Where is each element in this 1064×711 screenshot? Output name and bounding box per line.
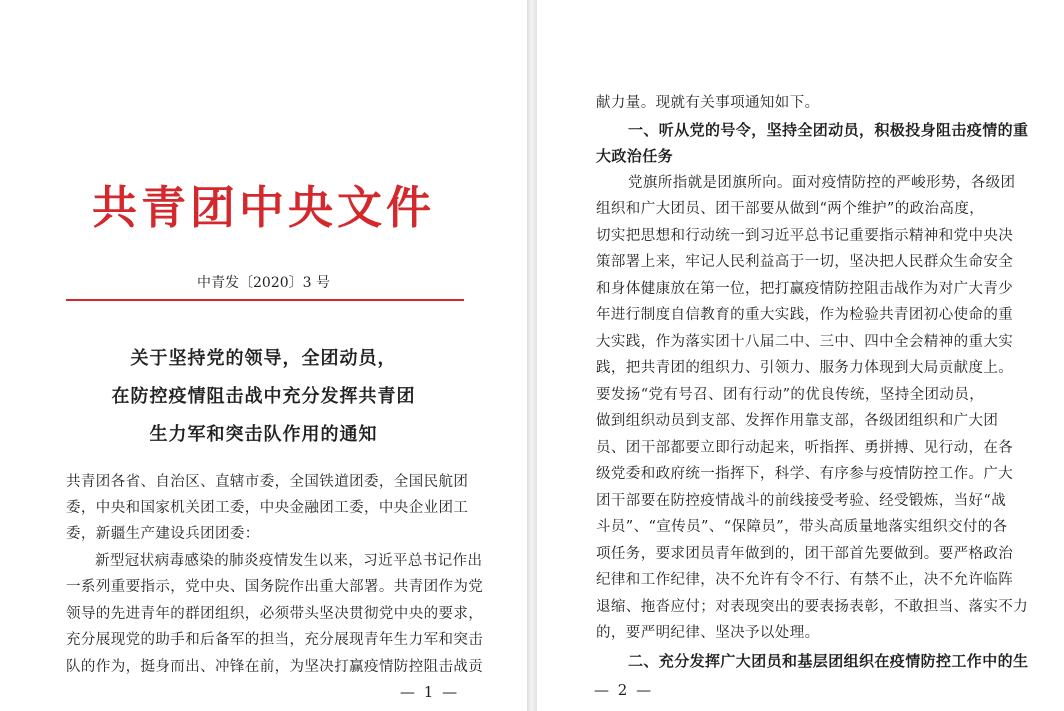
page-number: — 2 — (594, 681, 654, 699)
body-line: 队的作为，挺身而出、冲锋在前，为坚决打赢疫情防控阻击战贡 (66, 659, 484, 675)
body-line: 级党委和政府统一指挥下，科学、有序参与疫情防控工作。广大 (596, 466, 1014, 482)
body-line: 一系列重要指示，党中央、国务院作出重大部署。共青团作为党 (66, 579, 484, 595)
document-number: 中青发〔2020〕3 号 (197, 275, 330, 291)
red-divider-line (66, 299, 464, 301)
body-line: 的，要严明纪律、坚决予以处理。 (596, 625, 820, 641)
body-line: 策部署上来，牢记人民利益高于一切，坚决把人民群众生命安全 (596, 254, 1014, 270)
masthead-title: 共青团中央文件 (91, 181, 435, 234)
body-line: 员、团干部都要立即行动起来，听指挥、勇拼搏、见行动，在各 (596, 440, 1014, 456)
body-line: 和身体健康放在第一位，把打赢疫情防控阻击战作为对广大青少 (596, 281, 1014, 297)
body-line: 献力量。现就有关事项通知如下。 (596, 95, 820, 111)
notice-title-line: 在防控疫情阻击战中充分发挥共青团 (111, 386, 416, 407)
body-line: 委，中央和国家机关团工委，中央金融团工委，中央企业团工 (66, 500, 469, 516)
body-line: 组织和广大团员、团干部要从做到“两个维护”的政治高度， (596, 201, 985, 217)
body-line: 党旗所指就是团旗所向。面对疫情防控的严峻形势，各级团 (628, 175, 1016, 191)
page-number: — 1 — (400, 683, 460, 701)
notice-title-line: 生力军和突击队作用的通知 (149, 424, 378, 445)
body-line: 切实把思想和行动统一到习近平总书记重要指示精神和党中央决 (596, 228, 1014, 244)
body-line: 共青团各省、自治区、直辖市委，全国铁道团委，全国民航团 (66, 474, 469, 490)
body-line: 斗员”、“宣传员”、“保障员”，带头高质量地落实组织交付的各 (596, 519, 1008, 535)
body-line: 大实践，作为落实团十八届二中、三中、四中全会精神的重大实 (596, 334, 1014, 350)
body-line: 践，把共青团的组织力、引领力、服务力体现到大局贡献度上。 (596, 360, 1014, 376)
body-line: 充分展现党的助手和后备军的担当，充分展现青年生力军和突击 (66, 632, 484, 648)
body-line: 团干部要在防控疫情战斗的前线接受考验、经受锻炼，当好“战 (596, 493, 1007, 509)
body-line: 委，新疆生产建设兵团团委： (66, 526, 260, 542)
body-line: 项任务，要求团员青年做到的，团干部首先要做到。要严格政治 (596, 546, 1014, 562)
right-page (537, 0, 1064, 711)
notice-title-line: 关于坚持党的领导，全团动员， (130, 348, 397, 369)
section-heading: 一、听从党的号令，坚持全团动员，积极投身阻击疫情的重 (628, 121, 1029, 139)
section-heading: 大政治任务 (596, 147, 674, 165)
left-page (0, 0, 527, 711)
body-line: 要发扬“党有号召、团有行动”的优良传统，坚持全团动员， (596, 387, 985, 403)
page-gutter (527, 0, 537, 711)
body-line: 年进行制度自信教育的重大实践，作为检验共青团初心使命的重 (596, 307, 1014, 323)
body-line: 纪律和工作纪律，决不允许有令不行、有禁不止，决不允许临阵 (596, 572, 1014, 588)
section-heading: 二、充分发挥广大团员和基层团组织在疫情防控工作中的生 (628, 652, 1029, 670)
body-line: 新型冠状病毒感染的肺炎疫情发生以来，习近平总书记作出 (95, 553, 483, 569)
body-line: 领导的先进青年的群团组织，必须带头坚决贯彻党中央的要求， (66, 606, 484, 622)
body-line: 退缩、拖沓应付；对表现突出的要表扬表彰，不敢担当、落实不力 (596, 599, 1029, 615)
body-line: 做到组织动员到支部、发挥作用靠支部，各级团组织和广大团 (596, 413, 999, 429)
